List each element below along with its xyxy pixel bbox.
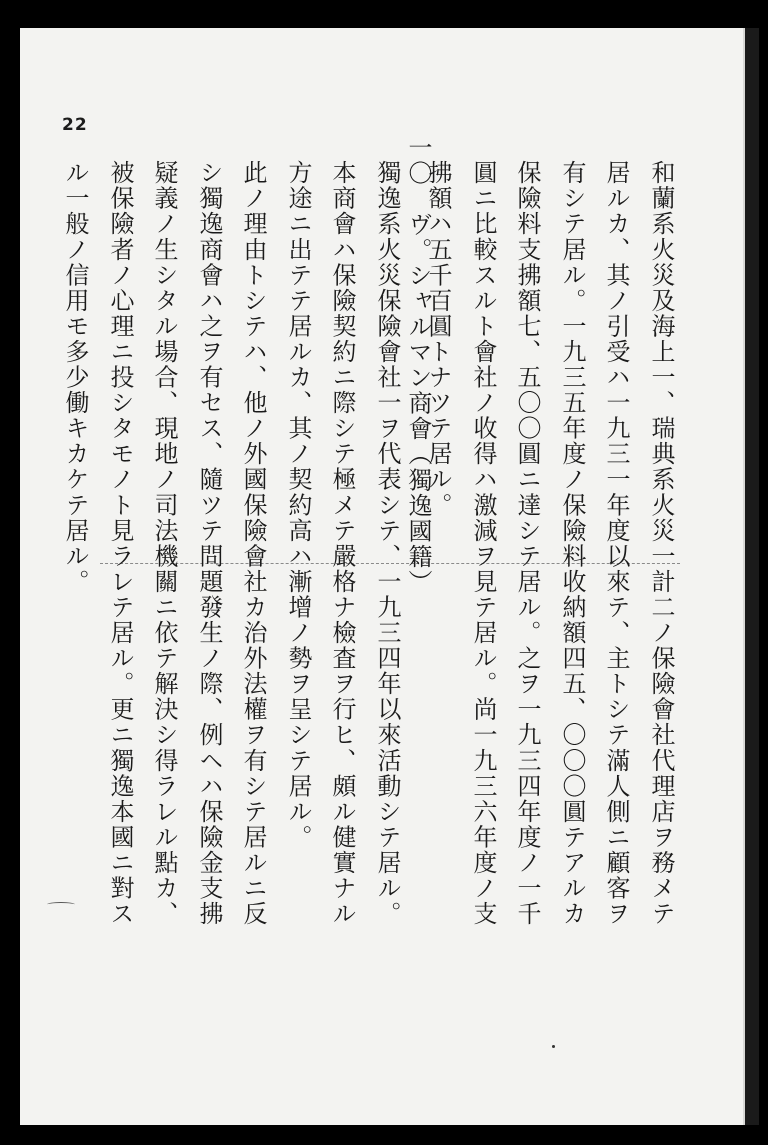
text-column-1: 和蘭系火災及海上一、瑞典系火災一計二ノ保險會社代理店ヲ務メテ	[647, 160, 675, 927]
section-heading: 一〇 ヴ。シャルマン商會（獨逸國籍）	[404, 135, 432, 595]
text-column-15: ル一般ノ信用モ多少働キカケテ居ル。	[61, 160, 89, 595]
text-column-12: シ獨逸商會ハ之ヲ有セス、隨ツテ問題發生ノ際、例ヘハ保險金支拂	[195, 160, 223, 927]
text-column-4: 保險料支拂額七、五〇〇圓ニ達シテ居ル。之ヲ一九三四年度ノ一千	[513, 160, 541, 927]
page-number: 22	[62, 115, 88, 135]
book-binding-edge	[743, 28, 759, 1125]
text-column-2: 居ルカ、其ノ引受ハ一九三一年度以來テ、主トシテ滿人側ニ顧客ヲ	[602, 160, 630, 927]
text-column-14: 被保險者ノ心理ニ投シタモノト見ラレテ居ル。更ニ獨逸本國ニ對ス	[106, 160, 134, 927]
ink-speck	[552, 1045, 555, 1048]
text-column-10: 方途ニ出テテ居ルカ、其ノ契約高ハ漸增ノ勢ヲ呈シテ居ル。	[284, 160, 312, 850]
text-column-9: 本商會ハ保險契約ニ際シテ極メテ嚴格ナ檢査ヲ行ヒ、頗ル健實ナル	[328, 160, 356, 927]
text-column-11: 此ノ理由トシテハ、他ノ外國保險會社カ治外法權ヲ有シテ居ルニ反	[239, 160, 267, 927]
text-column-6: 拂額ハ五千百圓トナツテ居ル。	[424, 160, 452, 518]
text-column-5: 圓ニ比較スルト會社ノ收得ハ激減ヲ見テ居ル。尚一九三六年度ノ支	[469, 160, 497, 927]
margin-pencil-mark	[47, 902, 75, 907]
text-column-3: 有シテ居ル。一九三五年度ノ保險料收納額四五、〇〇〇圓テアルカ	[558, 160, 586, 927]
text-column-13: 疑義ノ生シタル場合、現地ノ司法機關ニ依テ解決シ得ラレル點カ、	[150, 160, 178, 927]
text-column-8: 獨逸系火災保險會社一ヲ代表シテ、一九三四年以來活動シテ居ル。	[373, 160, 401, 927]
